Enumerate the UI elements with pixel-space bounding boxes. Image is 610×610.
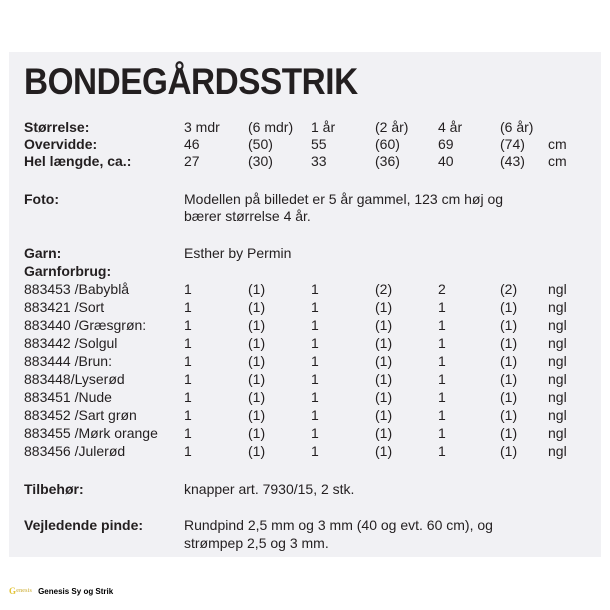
yarn-quantity: (1) (375, 353, 393, 369)
measurement-value: 33 (311, 153, 327, 169)
size-value: (2 år) (375, 119, 409, 135)
yarn-name: 883442 /Solgul (24, 335, 118, 351)
foto-text-line: Modellen på billedet er 5 år gammel, 123 cm høj og (184, 191, 504, 207)
garnforbrug-row (0, 262, 610, 280)
yarn-quantity: (1) (375, 371, 393, 387)
foto-row (0, 190, 610, 208)
yarn-quantity: (1) (248, 299, 266, 315)
measurement-value: (30) (248, 153, 273, 169)
yarn-quantity: (1) (248, 371, 266, 387)
tilbehor-label: Tilbehør: (24, 481, 84, 497)
yarn-quantity: (1) (500, 335, 518, 351)
yarn-unit: ngl (548, 299, 567, 315)
yarn-row (0, 424, 610, 442)
brand-name: Genesis Sy og Strik (38, 586, 114, 596)
pinde-label: Vejledende pinde: (24, 517, 144, 533)
yarn-quantity: 1 (438, 425, 446, 441)
pinde-row-cont (0, 534, 610, 552)
garn-value: Esther by Permin (184, 245, 292, 261)
genesis-logo-icon: G enesis (9, 586, 33, 596)
yarn-row (0, 298, 610, 316)
yarn-quantity: (1) (500, 425, 518, 441)
pattern-title: BONDEGÅRDSSTRIK (24, 61, 358, 102)
yarn-quantity: 1 (311, 353, 319, 369)
yarn-row (0, 334, 610, 352)
size-value: (6 mdr) (248, 119, 294, 135)
measurement-value: (43) (500, 153, 525, 169)
measurement-value: (50) (248, 136, 273, 152)
yarn-quantity: (1) (500, 371, 518, 387)
yarn-quantity: (1) (248, 281, 266, 297)
yarn-row (0, 316, 610, 334)
yarn-quantity: 1 (438, 371, 446, 387)
yarn-unit: ngl (548, 371, 567, 387)
yarn-quantity: 1 (184, 335, 192, 351)
yarn-unit: ngl (548, 407, 567, 423)
measurement-value: 40 (438, 153, 454, 169)
yarn-row (0, 442, 610, 460)
yarn-name: 883455 /Mørk orange (24, 425, 158, 441)
measurement-unit: cm (548, 136, 567, 152)
yarn-quantity: 1 (184, 389, 192, 405)
yarn-quantity: 2 (438, 281, 446, 297)
yarn-quantity: (1) (248, 407, 266, 423)
yarn-quantity: 1 (311, 407, 319, 423)
yarn-quantity: 1 (438, 335, 446, 351)
yarn-quantity: (1) (500, 443, 518, 459)
yarn-quantity: 1 (311, 389, 319, 405)
foto-label: Foto: (24, 191, 59, 207)
size-value: 3 mdr (184, 119, 220, 135)
yarn-quantity: (1) (500, 299, 518, 315)
yarn-quantity: (1) (500, 389, 518, 405)
yarn-name: 883440 /Græsgrøn: (24, 317, 147, 333)
yarn-quantity: (1) (375, 443, 393, 459)
measurement-value: (36) (375, 153, 400, 169)
measurement-label: Hel længde, ca.: (24, 153, 132, 169)
measurement-row (0, 152, 610, 170)
yarn-name: 883421 /Sort (24, 299, 105, 315)
yarn-row (0, 352, 610, 370)
yarn-unit: ngl (548, 389, 567, 405)
size-value: (6 år) (500, 119, 534, 135)
yarn-quantity: (1) (375, 407, 393, 423)
size-value: 4 år (438, 119, 463, 135)
yarn-quantity: 1 (438, 317, 446, 333)
yarn-unit: ngl (548, 317, 567, 333)
yarn-name: 883444 /Brun: (24, 353, 112, 369)
measurement-value: 69 (438, 136, 454, 152)
yarn-quantity: 1 (184, 371, 192, 387)
yarn-quantity: (1) (248, 443, 266, 459)
yarn-quantity: (1) (375, 317, 393, 333)
yarn-quantity: 1 (311, 299, 319, 315)
yarn-quantity: 1 (184, 299, 192, 315)
foto-row-cont (0, 207, 610, 225)
yarn-quantity: (1) (248, 425, 266, 441)
yarn-quantity: 1 (438, 407, 446, 423)
measurement-value: (74) (500, 136, 525, 152)
yarn-quantity: 1 (184, 317, 192, 333)
yarn-quantity: 1 (184, 353, 192, 369)
yarn-quantity: 1 (311, 317, 319, 333)
yarn-quantity: 1 (438, 389, 446, 405)
yarn-quantity: (2) (500, 281, 518, 297)
yarn-name: 883456 /Julerød (24, 443, 126, 459)
yarn-quantity: 1 (311, 335, 319, 351)
yarn-row (0, 388, 610, 406)
yarn-unit: ngl (548, 425, 567, 441)
yarn-quantity: (1) (375, 335, 393, 351)
yarn-name: 883448/Lyserød (24, 371, 125, 387)
measurement-value: 27 (184, 153, 200, 169)
yarn-quantity: (1) (500, 407, 518, 423)
sizes-row (0, 118, 610, 136)
yarn-quantity: (1) (248, 335, 266, 351)
yarn-unit: ngl (548, 353, 567, 369)
yarn-quantity: 1 (438, 299, 446, 315)
yarn-quantity: (1) (248, 389, 266, 405)
pinde-row (0, 516, 610, 534)
yarn-quantity: (1) (500, 317, 518, 333)
pinde-text-line: strømpep 2,5 og 3 mm. (184, 535, 329, 551)
yarn-unit: ngl (548, 281, 567, 297)
tilbehor-row (0, 480, 610, 498)
garnforbrug-label: Garnforbrug: (24, 263, 112, 279)
size-value: 1 år (311, 119, 336, 135)
yarn-quantity: (1) (500, 353, 518, 369)
yarn-name: 883453 /Babyblå (24, 281, 130, 297)
yarn-name: 883451 /Nude (24, 389, 112, 405)
yarn-quantity: (2) (375, 281, 393, 297)
yarn-row (0, 406, 610, 424)
measurement-row (0, 135, 610, 153)
yarn-quantity: (1) (248, 353, 266, 369)
yarn-quantity: (1) (375, 389, 393, 405)
yarn-quantity: 1 (311, 443, 319, 459)
yarn-quantity: 1 (438, 353, 446, 369)
measurement-value: (60) (375, 136, 400, 152)
footer (9, 584, 113, 598)
yarn-row (0, 370, 610, 388)
yarn-quantity: (1) (375, 425, 393, 441)
yarn-quantity: 1 (311, 371, 319, 387)
yarn-quantity: (1) (375, 299, 393, 315)
yarn-quantity: 1 (438, 443, 446, 459)
yarn-name: 883452 /Sart grøn (24, 407, 137, 423)
yarn-quantity: (1) (248, 317, 266, 333)
yarn-unit: ngl (548, 443, 567, 459)
yarn-quantity: 1 (184, 407, 192, 423)
measurement-value: 55 (311, 136, 327, 152)
yarn-quantity: 1 (184, 425, 192, 441)
yarn-quantity: 1 (184, 443, 192, 459)
measurement-value: 46 (184, 136, 200, 152)
yarn-row (0, 280, 610, 298)
garn-row (0, 244, 610, 262)
tilbehor-value: knapper art. 7930/15, 2 stk. (184, 481, 355, 497)
yarn-unit: ngl (548, 335, 567, 351)
measurement-label: Overvidde: (24, 136, 98, 152)
garn-label: Garn: (24, 245, 62, 261)
yarn-quantity: 1 (311, 425, 319, 441)
foto-text-line: bærer størrelse 4 år. (184, 208, 311, 224)
yarn-quantity: 1 (184, 281, 192, 297)
yarn-quantity: 1 (311, 281, 319, 297)
sizes-label: Størrelse: (24, 119, 90, 135)
measurement-unit: cm (548, 153, 567, 169)
pinde-text-line: Rundpind 2,5 mm og 3 mm (40 og evt. 60 cm), og (184, 517, 493, 533)
